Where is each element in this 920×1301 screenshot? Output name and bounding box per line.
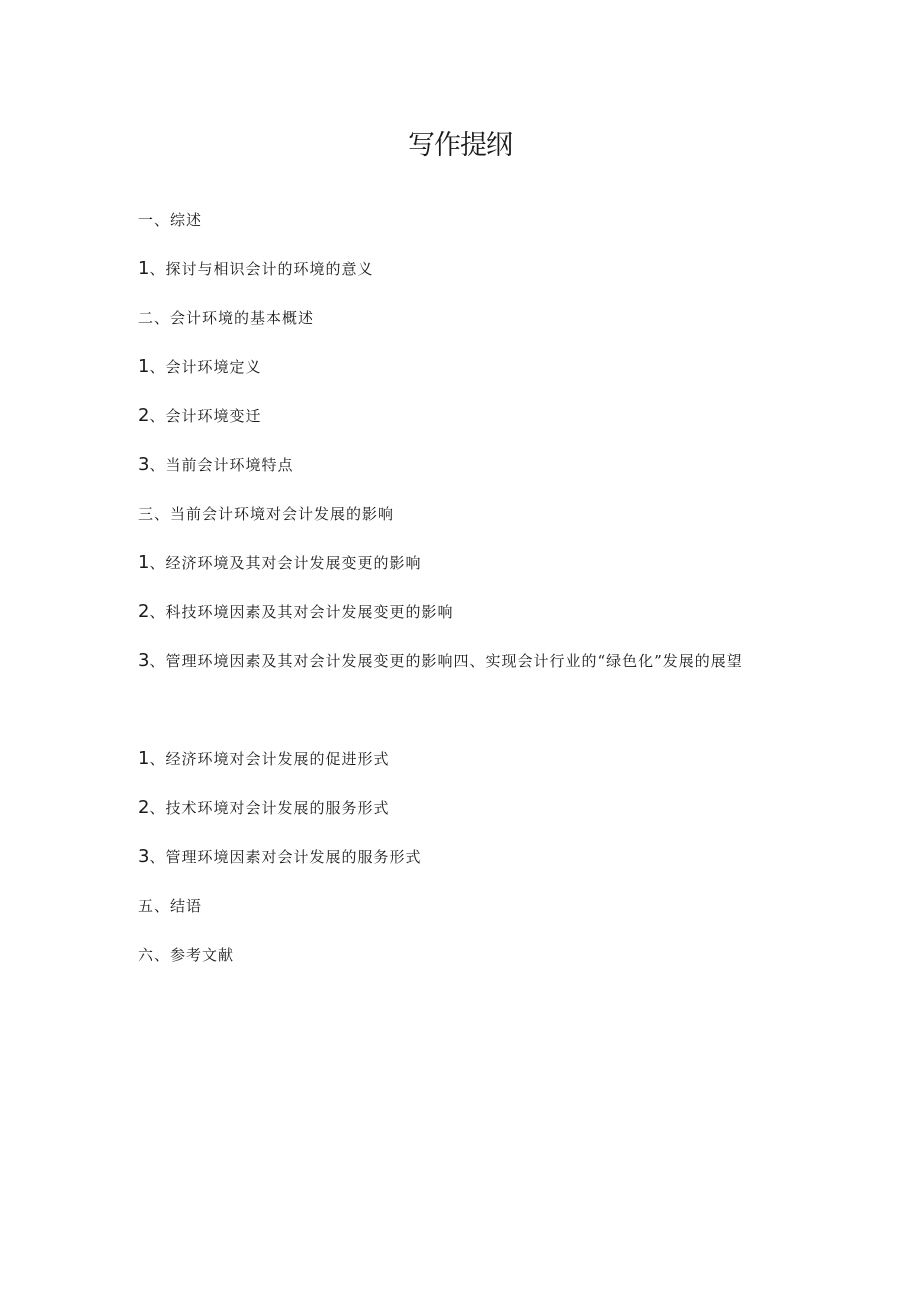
item-text: 、科技环境因素及其对会计发展变更的影响 (149, 603, 454, 621)
item-text: 、管理环境因素及其对会计发展变更的影响四、实现会计行业的“绿色化”发展的展望 (149, 652, 743, 670)
outline-item (138, 636, 798, 734)
item-number: 3 (138, 650, 150, 671)
outline-item (138, 832, 798, 881)
item-text: 、会计环境变迁 (149, 407, 262, 425)
outline-item (138, 440, 798, 489)
item-number: 1 (138, 552, 150, 573)
item-number: 1 (138, 258, 150, 279)
item-text: 二、会计环境的基本概述 (138, 309, 315, 327)
outline-item (138, 244, 798, 293)
item-number: 1 (138, 356, 150, 377)
item-number: 2 (138, 797, 150, 818)
item-text: 六、参考文献 (138, 946, 235, 964)
item-number: 3 (138, 846, 150, 867)
item-text: 三、当前会计环境对会计发展的影响 (138, 505, 395, 523)
item-text: 、探讨与相识会计的环境的意义 (149, 260, 374, 278)
item-number: 2 (138, 601, 150, 622)
outline-item-section (138, 930, 798, 979)
outline-item (138, 587, 798, 636)
item-text: 、会计环境定义 (149, 358, 262, 376)
item-text: 、经济环境对会计发展的促进形式 (149, 750, 390, 768)
page-title: 写作提纲 (408, 130, 512, 161)
outline-item (138, 391, 798, 440)
item-text: 、当前会计环境特点 (149, 456, 294, 474)
outline-item-section (138, 881, 798, 930)
item-text: 一、综述 (138, 211, 203, 229)
item-text: 、技术环境对会计发展的服务形式 (149, 799, 390, 817)
item-text: 五、结语 (138, 897, 203, 915)
item-text: 、管理环境因素对会计发展的服务形式 (149, 848, 422, 866)
outline-item-section (138, 293, 798, 342)
outline-item-section (138, 489, 798, 538)
outline-item-overview (138, 195, 798, 244)
outline-item (138, 342, 798, 391)
outline-item (138, 783, 798, 832)
outline-item (138, 734, 798, 783)
outline-item (138, 538, 798, 587)
item-number: 3 (138, 454, 150, 475)
item-number: 2 (138, 405, 150, 426)
outline-list (138, 195, 798, 979)
item-number: 1 (138, 748, 150, 769)
item-text: 、经济环境及其对会计发展变更的影响 (149, 554, 422, 572)
